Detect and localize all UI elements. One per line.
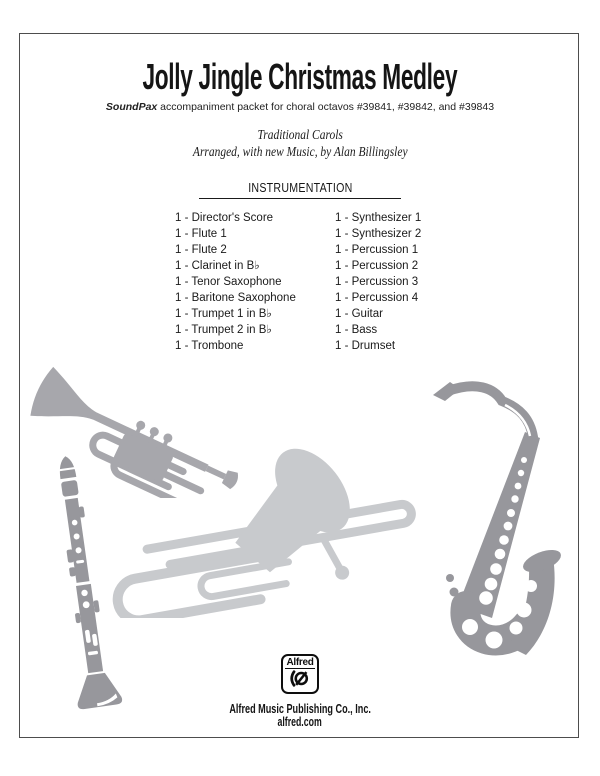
publisher-line — [0, 701, 600, 716]
instrumentation-underline — [199, 198, 401, 199]
instrumentation-item: 1 - Director's Score — [175, 212, 274, 224]
instrumentation-item: 1 - Percussion 2 — [335, 260, 419, 272]
instrumentation-item: 1 - Trumpet 1 in B♭ — [175, 308, 272, 320]
subtitle-text: accompaniment packet for choral octavos #39841, #39842, and #39843 — [157, 101, 495, 113]
alfred-logo — [281, 654, 319, 694]
website-line — [0, 715, 600, 729]
instrumentation-item: 1 - Percussion 1 — [335, 244, 419, 256]
soundpax-brand: SoundPax — [105, 101, 158, 113]
instrumentation-item: 1 - Tenor Saxophone — [175, 276, 282, 288]
credit-arranger-line — [0, 143, 600, 160]
instrumentation-heading-text: INSTRUMENTATION — [247, 181, 353, 195]
instrumentation-heading — [0, 181, 600, 195]
instrumentation-item: 1 - Baritone Saxophone — [175, 292, 296, 304]
alfred-logo-mark-icon — [288, 670, 312, 687]
page-title — [0, 56, 600, 98]
alfred-logo-divider — [285, 668, 315, 669]
credits — [0, 126, 600, 160]
saxophone-silhouette — [420, 370, 580, 670]
instrumentation-item: 1 - Flute 2 — [175, 244, 227, 256]
credit-source-line — [0, 126, 600, 143]
instrumentation-item: 1 - Synthesizer 2 — [335, 228, 422, 240]
website-text: alfred.com — [277, 715, 323, 729]
credit-source-text: Traditional Carols — [257, 127, 343, 142]
subtitle — [0, 101, 600, 113]
instrumentation-left-column — [175, 210, 296, 354]
page-title-text: Jolly Jingle Christmas Medley — [142, 56, 458, 97]
instrumentation-right-column — [335, 210, 421, 354]
instrumentation-item: 1 - Flute 1 — [175, 228, 227, 240]
publisher-text: Alfred Music Publishing Co., Inc. — [229, 701, 371, 716]
instrumentation-item: 1 - Synthesizer 1 — [335, 212, 422, 224]
instrumentation-item: 1 - Drumset — [335, 340, 396, 352]
credit-arranger-text: Arranged, with new Music, by Alan Billingsley — [192, 144, 408, 159]
instrumentation-item: 1 - Trumpet 2 in B♭ — [175, 324, 272, 336]
instrumentation-item: 1 - Percussion 3 — [335, 276, 419, 288]
instrumentation-item: 1 - Bass — [335, 324, 378, 336]
instrumentation-item: 1 - Percussion 4 — [335, 292, 419, 304]
instrumentation-item: 1 - Trombone — [175, 340, 244, 352]
instrumentation-item: 1 - Guitar — [335, 308, 383, 320]
alfred-logo-wordmark: Alfred — [286, 657, 314, 668]
clarinet-silhouette — [28, 452, 138, 712]
instrumentation-item: 1 - Clarinet in B♭ — [175, 260, 260, 272]
